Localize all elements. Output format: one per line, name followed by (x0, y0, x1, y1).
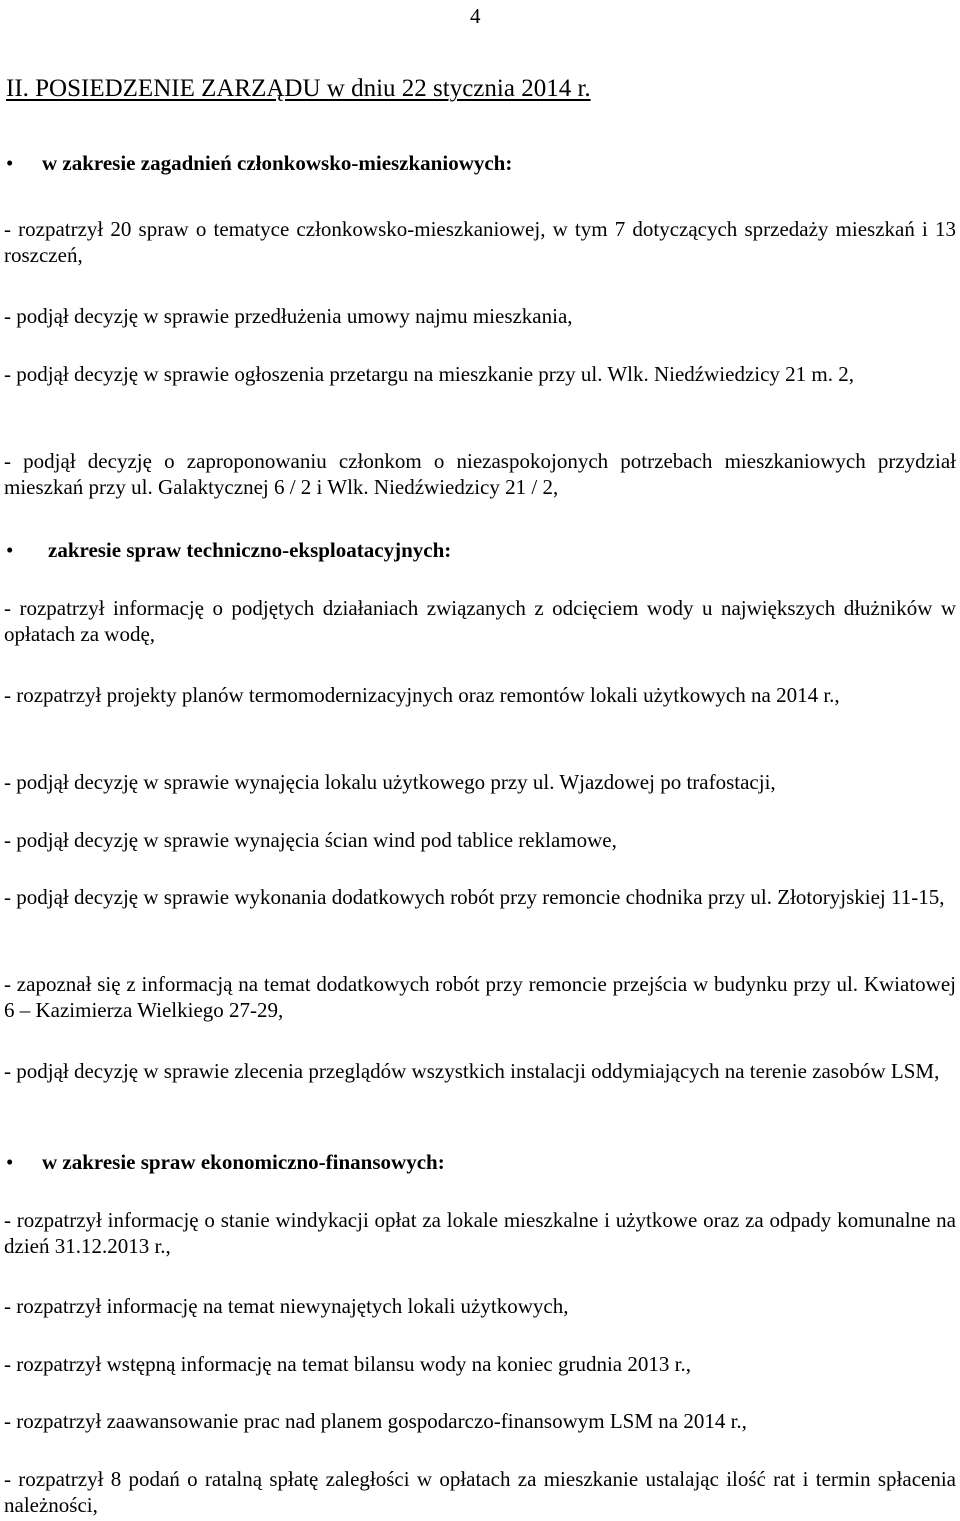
list-item: - podjął decyzję w sprawie wykonania dodatkowych robót przy remoncie chodnika przy ul. Złotoryjskiej 11-15, (4, 885, 945, 909)
bullet-icon: • (6, 151, 14, 175)
list-item: - rozpatrzył zaawansowanie prac nad planem gospodarczo-finansowym LSM na 2014 r., (4, 1409, 747, 1433)
list-item: - rozpatrzył 8 podań o ratalną spłatę zaległości w opłatach za mieszkanie ustalając ilość rat i termin spłacenia należności, (4, 1467, 956, 1517)
meeting-heading-text: II. POSIEDZENIE ZARZĄDU w dniu 22 stycznia 2014 r. (6, 75, 591, 102)
list-item: - rozpatrzył projekty planów termomodernizacyjnych oraz remontów lokali użytkowych na 2014 r., (4, 683, 840, 707)
section-title: w zakresie spraw ekonomiczno-finansowych: (42, 1150, 445, 1174)
list-item: - rozpatrzył informację na temat niewynajętych lokali użytkowych, (4, 1294, 569, 1318)
list-item: - podjął decyzję w sprawie ogłoszenia przetargu na mieszkanie przy ul. Wlk. Niedźwiedzicy 21 m. 2, (4, 362, 855, 386)
list-item: - podjął decyzję w sprawie wynajęcia lokalu użytkowego przy ul. Wjazdowej po trafostacji, (4, 770, 776, 794)
list-item: - rozpatrzył wstępną informację na temat bilansu wody na koniec grudnia 2013 r., (4, 1352, 691, 1376)
list-item: - podjął decyzję w sprawie przedłużenia umowy najmu mieszkania, (4, 304, 573, 328)
list-item: - rozpatrzył informację o stanie windykacji opłat za lokale mieszkalne i użytkowe oraz za odpady komunalne na dzień 31.12.2013 r., (4, 1208, 956, 1258)
list-item: - zapoznał się z informacją na temat dodatkowych robót przy remoncie przejścia w budynku przy ul. Kwiatowej 6 – Kazimierza Wielkiego 27-29, (4, 972, 956, 1022)
list-item: - podjął decyzję o zaproponowaniu członkom o niezaspokojonych potrzebach mieszkaniowych przydział mieszkań przy ul. Galaktycznej 6 / 2 i Wlk. Niedźwiedzicy 21 / 2, (4, 449, 956, 499)
list-item: - podjął decyzję w sprawie wynajęcia ścian wind pod tablice reklamowe, (4, 828, 617, 852)
bullet-icon: • (6, 1150, 14, 1174)
page-number: 4 (470, 4, 481, 28)
list-item: - podjął decyzję w sprawie zlecenia przeglądów wszystkich instalacji oddymiających na terenie zasobów LSM, (4, 1059, 940, 1083)
list-item: - rozpatrzył informację o podjętych działaniach związanych z odcięciem wody u największych dłużników w opłatach za wodę, (4, 596, 956, 646)
meeting-heading (6, 74, 591, 104)
list-item: - rozpatrzył 20 spraw o tematyce członkowsko-mieszkaniowej, w tym 7 dotyczących sprzedaży mieszkań i 13 roszczeń, (4, 217, 956, 267)
section-title: zakresie spraw techniczno-eksploatacyjnych: (48, 538, 452, 562)
section-title: w zakresie zagadnień członkowsko-mieszkaniowych: (42, 151, 513, 175)
bullet-icon: • (6, 538, 14, 562)
